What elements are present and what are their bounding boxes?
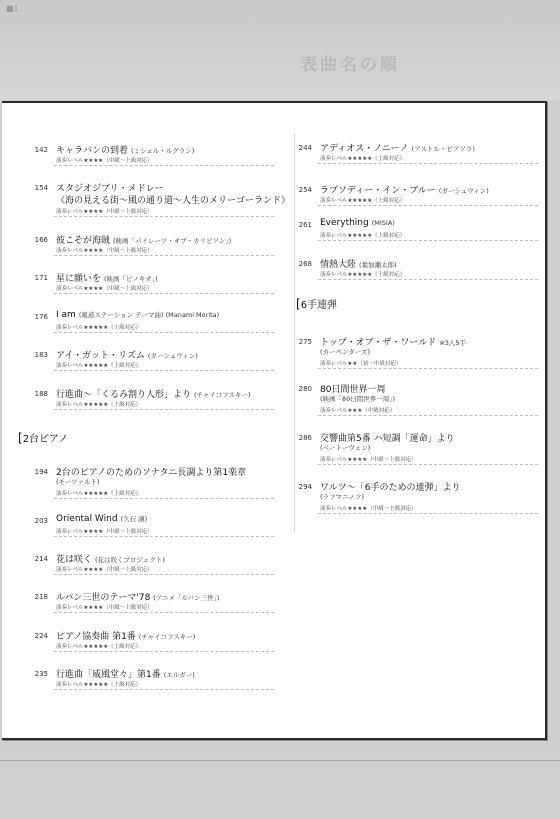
song-credit: (葉加瀬太郎)	[359, 261, 397, 269]
difficulty-level: 演奏レベル★★★★（中級〜上級対応）	[320, 457, 417, 463]
dashed-separator	[54, 370, 274, 371]
difficulty-level: 演奏レベル★★★★（中級〜上級対応）	[56, 605, 153, 611]
song-credit: ※3人5手	[439, 339, 466, 347]
difficulty-level: 演奏レベル★★★（中級対応）	[320, 408, 396, 414]
difficulty-level: 演奏レベル★★★★（中級〜上級対応）	[320, 506, 417, 512]
page-number: 203	[34, 517, 48, 525]
song-title-line	[56, 143, 194, 156]
song-title: ワルツ〜「6手のための連弾」より	[320, 483, 461, 493]
song-credit: (カーペンターズ)	[320, 348, 370, 356]
song-title-line	[320, 141, 475, 154]
song-title: ラプソディー・イン・ブルー	[320, 186, 436, 196]
difficulty-level: 演奏レベル★★★★★（上級対応）	[56, 402, 142, 408]
page-number: 244	[298, 144, 312, 152]
page-number: 275	[298, 338, 312, 346]
dashed-separator	[54, 216, 274, 217]
song-title: アイ・ガット・リズム	[56, 351, 145, 361]
song-credit: (ガーシュウィン)	[438, 187, 489, 195]
song-credit: (ミシェル・ルグラン)	[131, 147, 195, 155]
song-credit: (アニメ「ルパン三世」)	[153, 594, 220, 602]
section-6-hands	[296, 296, 337, 311]
song-title: トップ・オブ・ザ・ワールド	[320, 338, 437, 348]
song-credit: (MISIA)	[371, 219, 395, 227]
section-6-hands-label: 6手連弾	[300, 300, 338, 311]
dashed-separator	[54, 498, 274, 499]
dashed-separator	[54, 536, 274, 537]
scan-bottom-rule	[0, 760, 560, 761]
song-title-line	[56, 514, 147, 524]
song-title-line	[56, 590, 219, 603]
song-title: アディオス・ノニーノ	[320, 144, 409, 154]
page-number: 194	[34, 468, 48, 476]
page-number: 166	[34, 236, 48, 244]
scan-bottom-band	[0, 752, 560, 819]
song-credit: (花は咲くプロジェクト)	[95, 556, 165, 564]
song-title-line	[56, 552, 165, 565]
section-bracket: [	[296, 297, 301, 311]
song-credit: (映画「ピノキオ」)	[104, 275, 158, 283]
song-credit: (アストル・ピアソラ)	[411, 145, 475, 153]
difficulty-level: 演奏レベル★★★★（中級〜上級対応）	[56, 286, 153, 292]
difficulty-level: 演奏レベル★★（初〜中級対応）	[320, 361, 402, 367]
page-number: 214	[34, 555, 48, 563]
song-title-line	[56, 271, 158, 284]
difficulty-level: 演奏レベル★★★★★（上級対応）	[56, 682, 142, 688]
ghost-title: 表曲名の順	[300, 55, 400, 75]
song-title: Oriental Wind	[56, 514, 118, 524]
difficulty-level: 演奏レベル★★★★★（上級対応）	[56, 363, 142, 369]
song-title: 情熱大陸	[320, 260, 357, 270]
song-credit: (久石 譲)	[120, 515, 148, 523]
dashed-separator	[318, 279, 538, 280]
song-title: 彼こそが海賊	[56, 236, 111, 246]
song-title: 花は咲く	[56, 555, 93, 565]
song-title: Everything	[320, 218, 369, 228]
section-2-piano	[18, 430, 68, 445]
song-title: 星に願いを	[56, 274, 102, 284]
song-title: キャラバンの到着	[56, 146, 129, 156]
dashed-separator	[318, 464, 538, 465]
song-title-line	[56, 348, 198, 361]
page-number: 176	[34, 313, 48, 321]
song-title-line	[56, 310, 219, 320]
difficulty-level: 演奏レベル★★★★（中級〜上級対応）	[56, 529, 153, 535]
page-number: 183	[34, 351, 48, 359]
song-credit: (チャイコフスキー)	[194, 391, 251, 399]
dashed-separator	[54, 332, 274, 333]
scan-top-band	[0, 0, 560, 100]
page-number: 154	[34, 184, 48, 192]
page-number: 268	[298, 260, 312, 268]
song-title: ルパン三世のテーマ'78	[56, 593, 151, 603]
song-title-line	[56, 387, 250, 400]
contents-page	[2, 101, 547, 740]
song-title: 80日間世界一周	[320, 385, 386, 395]
dashed-separator	[54, 612, 274, 613]
song-credit: (報道ステーション テーマ曲) (Manami Morita)	[78, 311, 220, 319]
difficulty-level: 演奏レベル★★★★★（上級対応）	[320, 233, 406, 239]
song-title: 行進曲「威風堂々」第1番	[56, 670, 161, 680]
page-number: 261	[298, 221, 312, 229]
dashed-separator	[54, 574, 274, 575]
difficulty-level: 演奏レベル★★★★（中級〜上級対応）	[56, 248, 153, 254]
song-title: 2台のピアノのためのソナタニ長調より第1楽章	[56, 468, 247, 478]
song-credit: (ラフマニノフ)	[320, 493, 365, 501]
difficulty-level: 演奏レベル★★★★（中級〜上級対応）	[56, 567, 153, 573]
page-number: 280	[298, 385, 312, 393]
song-title: 交響曲第5番 ハ短調「運命」より	[320, 434, 455, 444]
song-title-line	[56, 629, 195, 642]
difficulty-level: 演奏レベル★★★★★（上級対応）	[56, 325, 142, 331]
page-number: 171	[34, 274, 48, 282]
dashed-separator	[318, 415, 538, 416]
dashed-separator	[318, 163, 538, 164]
page-number: 254	[298, 186, 312, 194]
song-credit: (映画「80日間世界一周」)	[320, 395, 396, 403]
difficulty-level: 演奏レベル★★★★（中級〜上級対応）	[56, 209, 153, 215]
song-title-line	[320, 218, 395, 228]
dashed-separator	[54, 255, 274, 256]
page-number: 142	[34, 146, 48, 154]
song-title-line	[56, 233, 231, 246]
song-credit: (エルガー)	[163, 671, 195, 679]
song-title: ピアノ協奏曲 第1番	[56, 632, 136, 642]
dashed-separator	[318, 240, 538, 241]
difficulty-level: 演奏レベル★★★★★（上級対応）	[320, 198, 406, 204]
page-number: 218	[34, 593, 48, 601]
difficulty-level: 演奏レベル★★★★（中級〜上級対応）	[56, 158, 153, 164]
song-title: I am	[56, 310, 76, 320]
song-credit: (映画「パイレーツ・オブ・カリビアン」)	[113, 237, 232, 245]
song-credit: (モーツァルト)	[56, 478, 100, 486]
song-title: スタジオジブリ・メドレー	[56, 184, 164, 194]
song-title-line	[56, 667, 195, 680]
dashed-separator	[318, 368, 538, 369]
dashed-separator	[318, 205, 538, 206]
dashed-separator	[318, 513, 538, 514]
song-credit: (チャイコフスキー)	[138, 633, 196, 641]
difficulty-level: 演奏レベル★★★★★（上級対応）	[56, 644, 142, 650]
difficulty-level: 演奏レベル★★★★★（上級対応）	[56, 491, 142, 497]
song-title-line	[320, 257, 397, 270]
dashed-separator	[54, 293, 274, 294]
section-bracket: [	[18, 431, 23, 445]
song-credit: (ガーシュウィン)	[147, 352, 198, 360]
difficulty-level: 演奏レベル★★★★★（上級対応）	[320, 272, 406, 278]
song-title: 行進曲〜「くるみ割り人形」より	[56, 390, 192, 400]
song-title-line	[320, 183, 489, 196]
dashed-separator	[54, 689, 274, 690]
page-number: 224	[34, 632, 48, 640]
page-number: 286	[298, 434, 312, 442]
difficulty-level: 演奏レベル★★★★★（上級対応）	[320, 156, 406, 162]
page-number: 294	[298, 483, 312, 491]
page-number: 235	[34, 670, 48, 678]
section-2-piano-label: 2台ピアノ	[22, 434, 69, 445]
corner-mark: ■1	[6, 4, 19, 13]
dashed-separator	[54, 165, 274, 166]
song-title-line-2: 《海の見える街〜風の通り道〜人生のメリーゴーランド》	[56, 196, 291, 206]
dashed-separator	[54, 651, 274, 652]
song-credit: (ベートーヴェン)	[320, 444, 371, 452]
dashed-separator	[54, 409, 274, 410]
page-number: 188	[34, 390, 48, 398]
